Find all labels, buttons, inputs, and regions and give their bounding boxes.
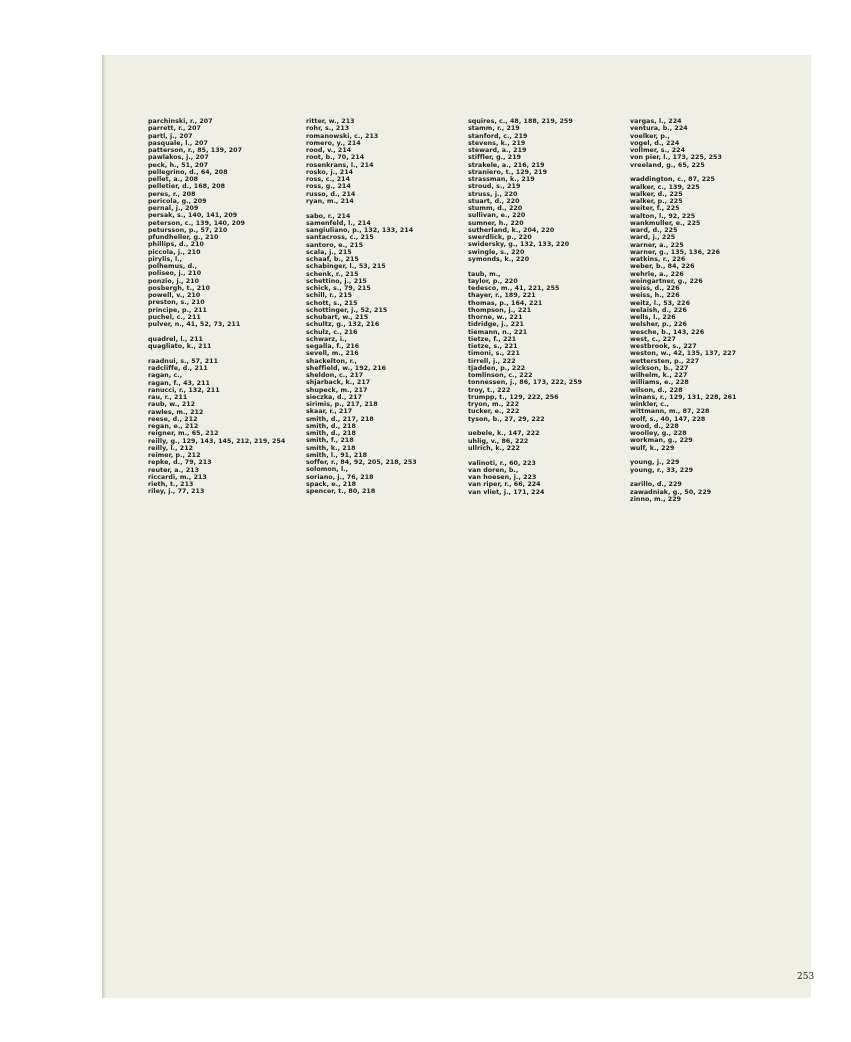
index-entry: russo, d., 214 xyxy=(306,190,356,198)
index-entry: schill, r., 215 xyxy=(306,292,353,300)
index-entry: stuart, d., 220 xyxy=(468,197,520,205)
index-entry: woolley, g., 228 xyxy=(630,430,687,437)
index-entry: young, r., 33, 229 xyxy=(630,466,694,474)
index-entry: walker, c., 139, 225 xyxy=(630,183,700,191)
index-column-1 xyxy=(148,118,308,503)
index-entry: rau, r., 211 xyxy=(148,394,188,401)
index-entry: pernal, j., 209 xyxy=(148,205,199,212)
index-entry: workman, g., 229 xyxy=(630,437,693,445)
index-entry: preston, s., 210 xyxy=(148,299,205,307)
index-entry: stroud, s., 219 xyxy=(468,183,521,191)
index-entry: parchinski, r., 207 xyxy=(148,118,213,125)
index-entry: schottinger, j., 52, 215 xyxy=(306,306,388,314)
index-entry: welaish, d., 226 xyxy=(630,306,687,314)
index-entry: rosenkrans, l., 214 xyxy=(306,161,374,169)
index-entry: thayer, r., 189, 221 xyxy=(468,292,536,300)
index-entry: tyson, b., 27, 29, 222 xyxy=(468,415,545,423)
index-entry: smith, l., 91, 218 xyxy=(306,451,368,459)
index-entry: swingle, s., 220 xyxy=(468,248,525,256)
index-entry: tidridge, j., 221 xyxy=(468,321,524,329)
index-entry: smith, d., 217, 218 xyxy=(306,415,374,423)
index-entry: puchel, c., 211 xyxy=(148,313,201,321)
index-entry: spack, e., 218 xyxy=(306,480,357,488)
index-entry: tedesco, m., 41, 221, 255 xyxy=(468,285,560,292)
index-entry: taub, m., xyxy=(468,270,501,278)
index-entry: walton, l., 92, 225 xyxy=(630,212,696,220)
index-entry: soffer, r., 84, 92, 205, 218, 253 xyxy=(306,459,417,466)
index-entry: schulz, c., 216 xyxy=(306,328,358,336)
index-entry: stanford, c., 219 xyxy=(468,132,528,140)
index-entry: schettino, j., 215 xyxy=(306,277,367,285)
index-entry: schaaf, b., 215 xyxy=(306,256,359,263)
index-entry: williams, e., 228 xyxy=(630,379,689,387)
index-entry: posbergh, t., 210 xyxy=(148,284,211,292)
index-group xyxy=(148,358,308,496)
index-entry: sutherland, k., 204, 220 xyxy=(468,226,555,234)
index-entry: rohr, s., 213 xyxy=(306,125,350,133)
index-entry: rawles, m., 212 xyxy=(148,408,204,416)
index-entry: strassman, k., 219 xyxy=(468,176,535,183)
index-entry: pelletier, d., 168, 208 xyxy=(148,183,226,191)
index-group xyxy=(468,430,628,452)
index-entry: romero, y., 214 xyxy=(306,139,361,147)
page-spine-shadow xyxy=(102,55,106,998)
index-entry: squires, c., 48, 188, 219, 259 xyxy=(468,118,573,125)
index-entry: pellegrino, d., 64, 208 xyxy=(148,168,228,176)
index-entry: westbrook, s., 227 xyxy=(630,343,697,350)
index-entry: reese, d., 212 xyxy=(148,415,198,423)
index-entry: rosko, j., 214 xyxy=(306,168,354,176)
index-entry: wells, l., 226 xyxy=(630,314,676,321)
index-entry: sirimis, p., 217, 218 xyxy=(306,401,378,408)
index-entry: schwarz, i., xyxy=(306,335,347,343)
index-entry: wettersten, p., 227 xyxy=(630,357,700,365)
index-group xyxy=(630,118,790,169)
index-group xyxy=(306,118,466,205)
index-entry: thorne, w., 221 xyxy=(468,314,523,321)
index-entry: shjarback, k., 217 xyxy=(306,379,371,387)
index-entry: sheffield, w., 192, 216 xyxy=(306,364,387,372)
index-group xyxy=(630,481,790,503)
index-group xyxy=(630,176,790,452)
index-entry: smith, d., 218 xyxy=(306,422,356,430)
index-entry: partl, j., 207 xyxy=(148,132,193,140)
index-entry: tomlinson, c., 222 xyxy=(468,372,533,379)
page-number: 253 xyxy=(797,972,815,982)
index-entry: struss, j., 220 xyxy=(468,190,518,198)
index-entry: riccardi, m., 213 xyxy=(148,473,207,481)
index-entry: solomon, l., xyxy=(306,466,349,474)
index-entry: straniero, t., 129, 219 xyxy=(468,168,548,176)
index-entry: samenfeld, l., 214 xyxy=(306,219,371,227)
index-group xyxy=(468,118,628,263)
index-group xyxy=(630,459,790,474)
index-entry: smith, f., 218 xyxy=(306,437,354,445)
index-entry: persak, s., 140, 141, 209 xyxy=(148,212,238,220)
index-column-4 xyxy=(630,118,790,511)
index-entry: steward, a., 219 xyxy=(468,147,527,154)
index-entry: weiss, h., 226 xyxy=(630,292,680,300)
index-entry: strakele, a., 216, 219 xyxy=(468,161,545,169)
index-entry: sieczka, d., 217 xyxy=(306,393,363,401)
index-entry: pawlakos, j., 207 xyxy=(148,154,209,162)
index-entry: walker, p., 225 xyxy=(630,198,683,205)
index-entry: sangiuliano, p., 132, 133, 214 xyxy=(306,227,414,234)
index-entry: patterson, r., 85, 139, 207 xyxy=(148,147,243,154)
index-entry: ranucci, r., 132, 211 xyxy=(148,386,220,394)
index-entry: wickson, b., 227 xyxy=(630,364,689,372)
index-entry: young, j., 229 xyxy=(630,459,680,467)
index-entry: pellet, a., 208 xyxy=(148,176,199,183)
index-entry: pirylis, l., xyxy=(148,255,183,263)
index-entry: sheldon, c., 217 xyxy=(306,372,364,379)
index-entry: wilson, d., 228 xyxy=(630,386,683,394)
index-entry: smith, d., 218 xyxy=(306,430,356,437)
index-entry: segalla, f., 216 xyxy=(306,343,360,350)
index-entry: soriano, j., 76, 218 xyxy=(306,473,374,481)
index-group xyxy=(468,271,628,423)
index-entry: waddington, c., 87, 225 xyxy=(630,176,715,184)
index-entry: schick, s., 79, 215 xyxy=(306,285,371,292)
index-entry: weiter, f., 225 xyxy=(630,205,680,213)
index-entry: schenk, r., 215 xyxy=(306,270,359,278)
index-entry: vollmer, s., 224 xyxy=(630,147,686,154)
index-entry: scala, j., 215 xyxy=(306,248,352,256)
index-entry: symonds, k., 220 xyxy=(468,255,530,263)
index-entry: wehrle, a., 226 xyxy=(630,270,684,278)
index-entry: tietze, f., 221 xyxy=(468,335,517,343)
index-entry: winans, r., 129, 131, 228, 261 xyxy=(630,393,737,401)
index-entry: ross, c., 214 xyxy=(306,176,351,183)
index-entry: principe, p., 211 xyxy=(148,306,207,314)
index-entry: pasquale, l., 207 xyxy=(148,139,208,147)
index-entry: stevens, k., 219 xyxy=(468,139,526,147)
index-entry: poliseo, j., 210 xyxy=(148,270,202,278)
index-entry: stiffler, g., 219 xyxy=(468,154,522,162)
index-entry: uhlig, v., 86, 222 xyxy=(468,437,529,445)
index-group xyxy=(468,460,628,496)
index-entry: petursson, p., 57, 210 xyxy=(148,226,228,234)
index-entry: warner, g., 135, 136, 226 xyxy=(630,248,721,256)
index-entry: peres, r., 208 xyxy=(148,190,196,198)
index-entry: van vliet, j., 171, 224 xyxy=(468,488,545,496)
index-entry: tirrell, j., 222 xyxy=(468,357,516,365)
index-entry: thompson, j., 221 xyxy=(468,306,532,314)
index-entry: santacross, c., 215 xyxy=(306,234,374,242)
index-entry: von pier, l., 173, 225, 253 xyxy=(630,154,722,162)
index-entry: schabinger, l., 53, 215 xyxy=(306,263,386,271)
index-entry: wolf, s., 40, 147, 228 xyxy=(630,415,706,423)
index-entry: ryan, m., 214 xyxy=(306,197,354,205)
index-entry: ventura, b., 224 xyxy=(630,125,688,133)
index-entry: spencer, t., 80, 218 xyxy=(306,488,376,495)
index-entry: polhemus, d., xyxy=(148,263,198,270)
index-entry: tryon, m., 222 xyxy=(468,401,519,408)
index-entry: voelker, p., xyxy=(630,132,670,140)
index-entry: tietze, s., 221 xyxy=(468,343,518,350)
index-entry: ward, d., 225 xyxy=(630,227,678,234)
index-entry: sevell, m., 216 xyxy=(306,350,359,358)
index-entry: wesche, b., 143, 226 xyxy=(630,328,705,336)
index-entry: stamm, r., 219 xyxy=(468,125,520,133)
index-entry: regan, e., 212 xyxy=(148,423,199,430)
index-entry: ragan, f., 43, 211 xyxy=(148,379,210,387)
index-entry: tiemann, n., 221 xyxy=(468,328,528,336)
index-entry: peck, h., 51, 207 xyxy=(148,161,209,169)
index-page xyxy=(102,55,815,998)
index-entry: reimer, p., 212 xyxy=(148,452,201,459)
index-entry: piccola, j., 210 xyxy=(148,248,201,256)
index-entry: riley, j., 77, 213 xyxy=(148,488,205,496)
index-entry: schott, s., 215 xyxy=(306,299,358,307)
index-entry: weiss, d., 226 xyxy=(630,285,680,292)
index-entry: reuter, a., 213 xyxy=(148,466,200,474)
index-entry: rieth, t., 213 xyxy=(148,481,194,488)
index-entry: zawadniak, g., 50, 229 xyxy=(630,488,712,496)
index-entry: quagliato, k., 211 xyxy=(148,343,212,350)
index-entry: wood, d., 228 xyxy=(630,422,679,430)
index-entry: ragan, c., xyxy=(148,372,183,380)
index-entry: sabo, r., 214 xyxy=(306,212,351,220)
index-entry: romanowski, c., 213 xyxy=(306,132,379,140)
index-entry: ullrich, k., 222 xyxy=(468,444,520,452)
index-entry: tucker, e., 222 xyxy=(468,408,520,416)
index-column-2 xyxy=(306,118,466,503)
index-entry: sumner, h., 220 xyxy=(468,219,524,227)
index-entry: west, c., 227 xyxy=(630,335,676,343)
index-entry: reilly, l., 212 xyxy=(148,444,194,452)
index-entry: reilly, g., 129, 143, 145, 212, 219, 254 xyxy=(148,437,286,445)
index-entry: van doren, b., xyxy=(468,466,519,474)
index-entry: schultz, g., 132, 216 xyxy=(306,321,380,329)
index-entry: sullivan, e., 220 xyxy=(468,212,526,220)
index-entry: van riper, r., 66, 224 xyxy=(468,481,541,489)
index-entry: santoro, e., 215 xyxy=(306,241,364,249)
index-entry: zarillo, d., 229 xyxy=(630,481,682,489)
index-entry: swerdlick, p., 220 xyxy=(468,234,532,241)
index-entry: peterson, c., 139, 140, 209 xyxy=(148,219,245,227)
index-entry: taylor, p., 220 xyxy=(468,277,518,285)
index-entry: valinoti, r., 60, 223 xyxy=(468,459,536,467)
index-entry: skaar, r., 217 xyxy=(306,408,353,416)
index-entry: vargas, l., 224 xyxy=(630,118,682,125)
index-entry: stumm, d., 220 xyxy=(468,205,523,212)
index-entry: weingartner, g., 226 xyxy=(630,277,703,285)
index-entry: ponzio, j., 210 xyxy=(148,277,200,285)
index-entry: ross, g., 214 xyxy=(306,183,351,191)
index-entry: pulver, n., 41, 52, 73, 211 xyxy=(148,321,241,328)
index-entry: rood, v., 214 xyxy=(306,147,352,154)
index-entry: phillips, d., 210 xyxy=(148,241,204,249)
index-entry: winkler, c., xyxy=(630,401,669,408)
index-entry: wilhelm, k., 227 xyxy=(630,372,688,379)
index-entry: vogel, d., 224 xyxy=(630,139,680,147)
index-entry: powell, v., 210 xyxy=(148,292,201,299)
index-entry: watkins, r., 226 xyxy=(630,256,686,263)
index-entry: wulf, k., 229 xyxy=(630,444,675,452)
index-entry: weston, w., 42, 135, 137, 227 xyxy=(630,350,737,358)
index-group xyxy=(148,118,308,328)
index-entry: quadrel, l., 211 xyxy=(148,335,203,343)
index-entry: pericola, g., 209 xyxy=(148,197,207,205)
index-entry: wankmuller, e., 225 xyxy=(630,219,701,227)
index-entry: swidersky, g., 132, 133, 220 xyxy=(468,241,570,249)
index-entry: walker, d., 225 xyxy=(630,190,683,198)
index-group xyxy=(306,213,466,496)
index-entry: uebele, k., 147, 222 xyxy=(468,430,540,438)
index-entry: warner, a., 225 xyxy=(630,241,684,249)
index-entry: parrett, r., 207 xyxy=(148,125,201,133)
index-entry: shupeck, m., 217 xyxy=(306,386,368,394)
index-entry: zinno, m., 229 xyxy=(630,495,682,503)
index-column-3 xyxy=(468,118,628,503)
index-entry: thomas, p., 164, 221 xyxy=(468,299,543,307)
index-entry: smith, k., 218 xyxy=(306,444,356,452)
index-entry: tjadden, p., 222 xyxy=(468,364,526,372)
index-entry: trumpp, t., 129, 222, 256 xyxy=(468,393,559,401)
index-entry: pfundheller, g., 210 xyxy=(148,234,219,241)
index-entry: root, b., 70, 214 xyxy=(306,154,365,162)
index-entry: timoni, s., 221 xyxy=(468,350,520,358)
index-group xyxy=(148,336,308,351)
index-entry: ward, j., 225 xyxy=(630,234,676,242)
index-entry: schubart, w., 215 xyxy=(306,314,369,321)
index-entry: reigner, m., 65, 212 xyxy=(148,430,219,438)
index-entry: raadnui, s., 57, 211 xyxy=(148,357,219,365)
index-entry: welsher, p., 226 xyxy=(630,321,687,329)
index-entry: repke, d., 79, 213 xyxy=(148,459,212,467)
index-entry: van hoesen, j., 223 xyxy=(468,474,537,481)
index-entry: radcliffe, d., 211 xyxy=(148,365,208,372)
index-entry: wittmann, m., 87, 228 xyxy=(630,408,710,416)
index-entry: troy, t., 222 xyxy=(468,386,511,394)
index-entry: ritter, w., 213 xyxy=(306,118,355,125)
index-entry: weitz, l., 53, 226 xyxy=(630,299,691,307)
index-entry: shackelton, r., xyxy=(306,357,357,365)
index-entry: vreeland, g., 65, 225 xyxy=(630,161,705,169)
index-entry: tonnessen, j., 86, 173, 222, 259 xyxy=(468,379,583,387)
index-entry: weber, b., 84, 226 xyxy=(630,263,695,271)
index-entry: raub, w., 212 xyxy=(148,401,196,409)
